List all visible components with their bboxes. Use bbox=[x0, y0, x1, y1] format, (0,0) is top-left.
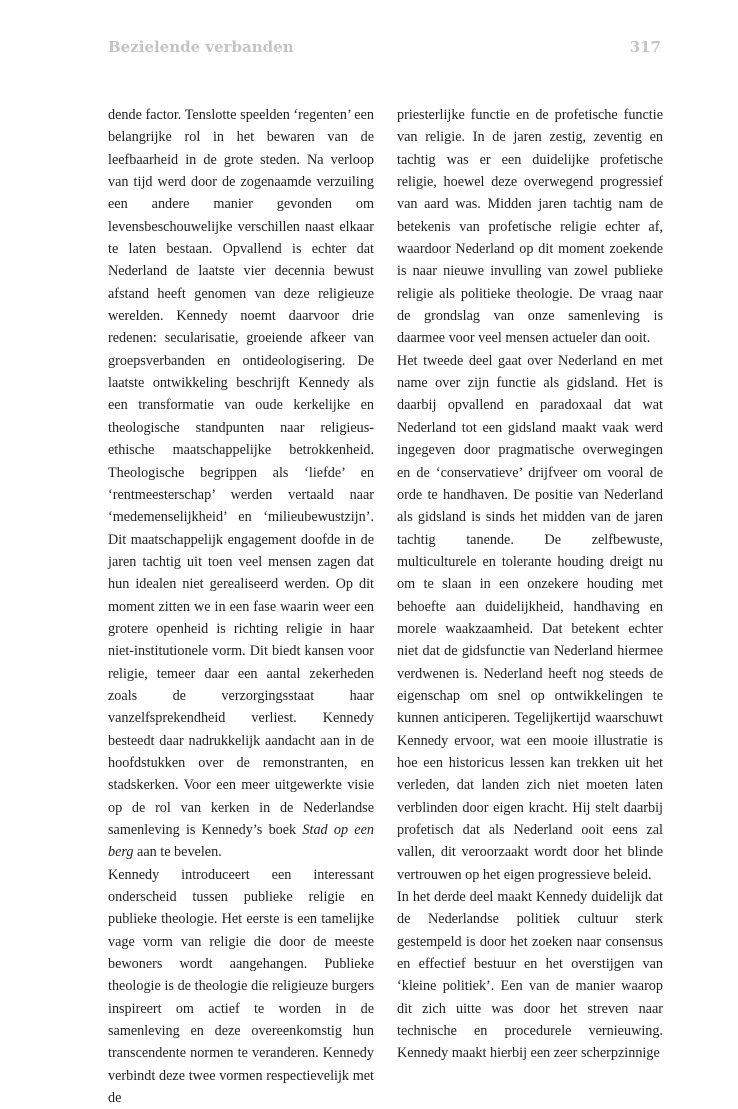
right-column bbox=[397, 104, 663, 1065]
paragraph-text: aan te bevelen. bbox=[137, 844, 222, 861]
paragraph: In het derde deel maakt Kennedy duidelijk dat de Nederlandse politiek cultuur sterk gestempeld is door het zoeken naar consensus en effectief bestuur en het overstijgen van ‘kleine politiek’. Een van de manier waarop dit zich uitte was door het streven naar technische en procedurele vernieuwing. Kennedy maakt hierbij een zeer scherpzinnige bbox=[397, 889, 663, 1062]
book-title: Stad op een berg bbox=[108, 822, 374, 861]
left-column bbox=[108, 104, 374, 1109]
running-title: Bezielende verbanden bbox=[108, 38, 294, 56]
paragraph: Kennedy introduceert een interessant onderscheid tussen publieke religie en publieke theologie. Het eerste is een tamelijke vage vorm van religie die door de meeste bewoners wordt aangehangen. Publieke theologie is de theologie die religieuze burgers inspireert om actief te worden in de samenleving en deze overeenkomstig hun transcendente normen te veranderen. Kennedy verbindt deze twee vormen respectievelijk met de bbox=[108, 866, 374, 1107]
paragraph bbox=[108, 104, 374, 864]
running-header bbox=[108, 38, 661, 62]
paragraph: priesterlijke functie en de profetische functie van religie. In de jaren zestig, zeventig en tachtig was er een duidelijke profetische religie, hoewel deze overwegend progressief van aard was. Midden jaren tachtig nam de betekenis van profetische religie echter af, waardoor Nederland op dit moment zoekende is naar nieuwe invulling van zowel publieke religie als politieke theologie. De vraag naar de grondslag van onze samenleving is daarmee voor veel mensen actueler dan ooit. bbox=[397, 107, 663, 347]
page-number: 317 bbox=[629, 38, 661, 56]
paragraph-text: dende factor. Tenslotte speelden ‘regenten’ een belangrijke rol in het bewaren van de leefbaarheid in de grote steden. Na verloop van tijd werd door de zogenaamde verzuiling een andere manier gevonden om levensbeschouwelijke verschillen naast elkaar te laten bestaan. Opvallend is echter dat Nederland de laatste vier decennia bewust afstand heeft genomen van deze religieuze werelden. Kennedy noemt daarvoor drie redenen: secularisatie, groeiende afkeer van groepsverbanden en ontideologisering. De laatste ontwikkeling beschrijft Kennedy als een transformatie van oude kerkelijke en theologische standpunten naar religieus-ethische maatschappelijke betrokkenheid. Theologische begrippen als ‘liefde’ en ‘rentmeesterschap’ werden vertaald naar ‘medemenselijkheid’ en ‘milieubewustzijn’. Dit maatschappelijk engagement doofde in de jaren tachtig uit toen veel mensen zagen dat hun idealen niet gerealiseerd werden. Op dit moment zitten we in een fase waarin weer een grotere openheid is richting religie in haar niet-institutionele vorm. Dit biedt kansen voor religie, temeer daar een aantal zekerheden zoals de verzorgingsstaat haar vanzelfsprekendheid verliest. Kennedy besteedt daar nadrukkelijk aandacht aan in de hoofdstukken over de remonstranten, en stadskerken. Voor een meer uitgewerkte visie op de rol van kerken in de Nederlandse samenleving is Kennedy’s boek bbox=[108, 107, 374, 838]
paragraph: Het tweede deel gaat over Nederland en met name over zijn functie als gidsland. Het is daarbij opvallend en paradoxaal dat wat Nederland tot een gidsland maakt vaak werd ingegeven door pragmatische overwegingen en de ‘conservatieve’ drijfveer om vooral de orde te handhaven. De positie van Nederland als gidsland is sinds het midden van de jaren tachtig tanende. De zelfbewuste, multiculturele en tolerante houding dreigt nu om te slaan in een onzekere houding met behoefte aan duidelijkheid, handhaving en morele waakzaamheid. Dat betekent echter niet dat de gidsfunctie van Nederland hiermee verdwenen is. Nederland heeft nog steeds de eigenschap om snel op ontwikkelingen te kunnen anticiperen. Tegelijkertijd waarschuwt Kennedy ervoor, wat een mooie illustratie is hoe een historicus lessen kan trekken uit het verleden, dat landen zich niet moeten laten verblinden door eigen kracht. Hij stelt daarbij profetisch dat als Nederland ooit eens zal vallen, dit veroorzaakt wordt door het blinde vertrouwen op het eigen progressieve beleid. bbox=[397, 352, 663, 883]
